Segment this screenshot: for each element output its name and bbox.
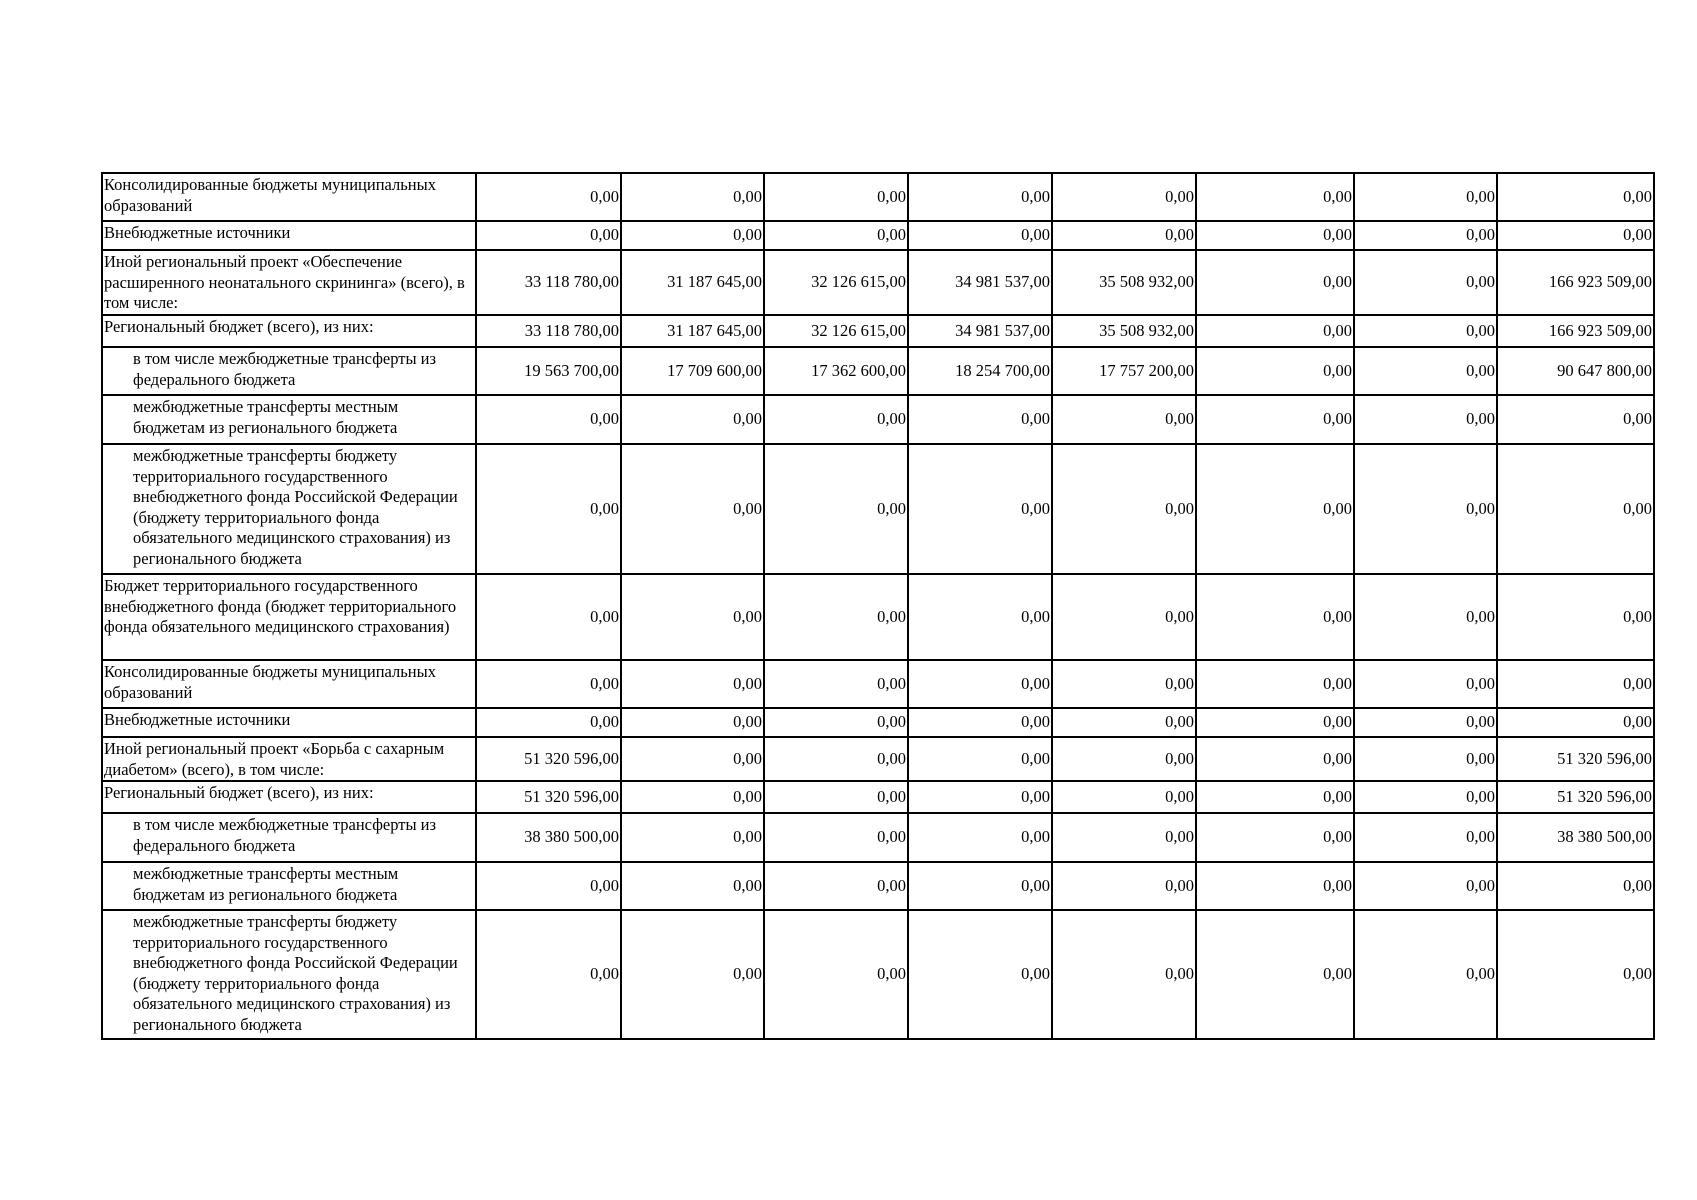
value-cell: 0,00 (908, 444, 1052, 574)
value-cell: 0,00 (908, 708, 1052, 737)
value-cell: 51 320 596,00 (1497, 737, 1654, 781)
value-cell: 0,00 (1497, 708, 1654, 737)
value-cell: 0,00 (1196, 660, 1354, 708)
table-row (102, 347, 1654, 395)
value-cell: 0,00 (621, 910, 764, 1039)
row-label: межбюджетные трансферты бюджету территориального государственного внебюджетного фонда Российской Федерации (бюджету территориального фонда обязательного медицинского страхования) из регионального бюджета (102, 910, 476, 1039)
row-label: межбюджетные трансферты местным бюджетам из регионального бюджета (102, 395, 476, 444)
value-cell: 33 118 780,00 (476, 315, 621, 347)
table-body (102, 173, 1654, 1039)
value-cell: 0,00 (1497, 862, 1654, 910)
row-label: Иной региональный проект «Борьба с сахарным диабетом» (всего), в том числе: (102, 737, 476, 781)
value-cell: 0,00 (621, 444, 764, 574)
value-cell: 0,00 (908, 813, 1052, 862)
value-cell: 18 254 700,00 (908, 347, 1052, 395)
value-cell: 35 508 932,00 (1052, 315, 1196, 347)
value-cell: 17 757 200,00 (1052, 347, 1196, 395)
value-cell: 0,00 (908, 660, 1052, 708)
row-label: Внебюджетные источники (102, 221, 476, 250)
row-label: Региональный бюджет (всего), из них: (102, 781, 476, 813)
value-cell: 0,00 (1196, 250, 1354, 315)
value-cell: 0,00 (764, 910, 908, 1039)
table-row (102, 862, 1654, 910)
value-cell: 0,00 (621, 737, 764, 781)
value-cell: 0,00 (908, 395, 1052, 444)
value-cell: 0,00 (1354, 660, 1497, 708)
value-cell: 0,00 (1196, 910, 1354, 1039)
row-label: в том числе межбюджетные трансферты из федерального бюджета (102, 813, 476, 862)
value-cell: 0,00 (621, 395, 764, 444)
table-row (102, 173, 1654, 221)
value-cell: 32 126 615,00 (764, 250, 908, 315)
value-cell: 0,00 (1052, 574, 1196, 660)
value-cell: 0,00 (1354, 221, 1497, 250)
value-cell: 0,00 (621, 708, 764, 737)
value-cell: 0,00 (476, 660, 621, 708)
value-cell: 0,00 (764, 574, 908, 660)
table-row (102, 315, 1654, 347)
value-cell: 0,00 (908, 574, 1052, 660)
value-cell: 0,00 (621, 173, 764, 221)
value-cell: 0,00 (1196, 395, 1354, 444)
table-row (102, 781, 1654, 813)
value-cell: 17 362 600,00 (764, 347, 908, 395)
value-cell: 0,00 (476, 221, 621, 250)
value-cell: 0,00 (1196, 347, 1354, 395)
value-cell: 0,00 (1196, 221, 1354, 250)
value-cell: 0,00 (1196, 574, 1354, 660)
value-cell: 0,00 (621, 574, 764, 660)
table-row (102, 737, 1654, 781)
value-cell: 0,00 (908, 910, 1052, 1039)
value-cell: 0,00 (1052, 781, 1196, 813)
value-cell: 0,00 (1052, 221, 1196, 250)
table-row (102, 574, 1654, 660)
value-cell: 0,00 (764, 813, 908, 862)
table-row (102, 813, 1654, 862)
value-cell: 0,00 (1196, 173, 1354, 221)
value-cell: 0,00 (1497, 444, 1654, 574)
value-cell: 0,00 (1052, 708, 1196, 737)
value-cell: 0,00 (621, 221, 764, 250)
value-cell: 0,00 (476, 395, 621, 444)
value-cell: 0,00 (1354, 347, 1497, 395)
value-cell: 0,00 (1052, 444, 1196, 574)
value-cell: 0,00 (476, 862, 621, 910)
value-cell: 0,00 (1497, 173, 1654, 221)
value-cell: 0,00 (1354, 737, 1497, 781)
value-cell: 166 923 509,00 (1497, 315, 1654, 347)
value-cell: 0,00 (764, 660, 908, 708)
table-row (102, 395, 1654, 444)
row-label: межбюджетные трансферты местным бюджетам из регионального бюджета (102, 862, 476, 910)
value-cell: 0,00 (1052, 737, 1196, 781)
row-label: Иной региональный проект «Обеспечение расширенного неонатального скрининга» (всего), в том числе: (102, 250, 476, 315)
value-cell: 0,00 (1497, 395, 1654, 444)
budget-table (101, 172, 1655, 1040)
table-row (102, 708, 1654, 737)
value-cell: 0,00 (908, 173, 1052, 221)
value-cell: 0,00 (1052, 173, 1196, 221)
value-cell: 0,00 (764, 173, 908, 221)
value-cell: 0,00 (1354, 862, 1497, 910)
table-row (102, 660, 1654, 708)
value-cell: 0,00 (1196, 315, 1354, 347)
value-cell: 0,00 (1052, 395, 1196, 444)
value-cell: 0,00 (1196, 708, 1354, 737)
value-cell: 0,00 (908, 862, 1052, 910)
value-cell: 0,00 (1354, 173, 1497, 221)
value-cell: 34 981 537,00 (908, 250, 1052, 315)
value-cell: 17 709 600,00 (621, 347, 764, 395)
value-cell: 0,00 (621, 813, 764, 862)
value-cell: 0,00 (908, 221, 1052, 250)
value-cell: 0,00 (1497, 910, 1654, 1039)
value-cell: 0,00 (476, 444, 621, 574)
value-cell: 0,00 (1354, 395, 1497, 444)
value-cell: 0,00 (764, 444, 908, 574)
value-cell: 0,00 (764, 395, 908, 444)
row-label: межбюджетные трансферты бюджету территориального государственного внебюджетного фонда Российской Федерации (бюджету территориального фонда обязательного медицинского страхования) из регионального бюджета (102, 444, 476, 574)
value-cell: 0,00 (1196, 813, 1354, 862)
value-cell: 19 563 700,00 (476, 347, 621, 395)
value-cell: 0,00 (476, 173, 621, 221)
value-cell: 0,00 (1497, 574, 1654, 660)
value-cell: 0,00 (908, 737, 1052, 781)
value-cell: 166 923 509,00 (1497, 250, 1654, 315)
row-label: Региональный бюджет (всего), из них: (102, 315, 476, 347)
value-cell: 0,00 (1354, 813, 1497, 862)
value-cell: 38 380 500,00 (476, 813, 621, 862)
value-cell: 0,00 (1196, 781, 1354, 813)
value-cell: 0,00 (621, 660, 764, 708)
value-cell: 90 647 800,00 (1497, 347, 1654, 395)
value-cell: 0,00 (476, 910, 621, 1039)
row-label: Консолидированные бюджеты муниципальных образований (102, 173, 476, 221)
value-cell: 0,00 (764, 708, 908, 737)
value-cell: 38 380 500,00 (1497, 813, 1654, 862)
table-row (102, 221, 1654, 250)
value-cell: 0,00 (1354, 910, 1497, 1039)
table-row (102, 910, 1654, 1039)
table-row (102, 250, 1654, 315)
row-label: Консолидированные бюджеты муниципальных образований (102, 660, 476, 708)
row-label: в том числе межбюджетные трансферты из федерального бюджета (102, 347, 476, 395)
value-cell: 0,00 (1196, 862, 1354, 910)
value-cell: 33 118 780,00 (476, 250, 621, 315)
value-cell: 34 981 537,00 (908, 315, 1052, 347)
value-cell: 31 187 645,00 (621, 315, 764, 347)
value-cell: 0,00 (1354, 444, 1497, 574)
value-cell: 0,00 (764, 221, 908, 250)
row-label: Бюджет территориального государственного внебюджетного фонда (бюджет территориального фонда обязательного медицинского страхования) (102, 574, 476, 660)
value-cell: 35 508 932,00 (1052, 250, 1196, 315)
value-cell: 0,00 (1497, 221, 1654, 250)
value-cell: 0,00 (1196, 444, 1354, 574)
value-cell: 32 126 615,00 (764, 315, 908, 347)
value-cell: 0,00 (1196, 737, 1354, 781)
value-cell: 51 320 596,00 (476, 737, 621, 781)
value-cell: 51 320 596,00 (476, 781, 621, 813)
value-cell: 0,00 (621, 862, 764, 910)
value-cell: 0,00 (908, 781, 1052, 813)
value-cell: 0,00 (1052, 862, 1196, 910)
value-cell: 0,00 (1497, 660, 1654, 708)
value-cell: 0,00 (476, 574, 621, 660)
table-row (102, 444, 1654, 574)
value-cell: 0,00 (476, 708, 621, 737)
value-cell: 0,00 (764, 781, 908, 813)
value-cell: 0,00 (1354, 708, 1497, 737)
value-cell: 0,00 (1354, 574, 1497, 660)
value-cell: 0,00 (1052, 910, 1196, 1039)
value-cell: 0,00 (1052, 660, 1196, 708)
value-cell: 31 187 645,00 (621, 250, 764, 315)
value-cell: 51 320 596,00 (1497, 781, 1654, 813)
value-cell: 0,00 (1354, 315, 1497, 347)
value-cell: 0,00 (1052, 813, 1196, 862)
value-cell: 0,00 (1354, 781, 1497, 813)
value-cell: 0,00 (764, 862, 908, 910)
value-cell: 0,00 (621, 781, 764, 813)
row-label: Внебюджетные источники (102, 708, 476, 737)
value-cell: 0,00 (1354, 250, 1497, 315)
value-cell: 0,00 (764, 737, 908, 781)
